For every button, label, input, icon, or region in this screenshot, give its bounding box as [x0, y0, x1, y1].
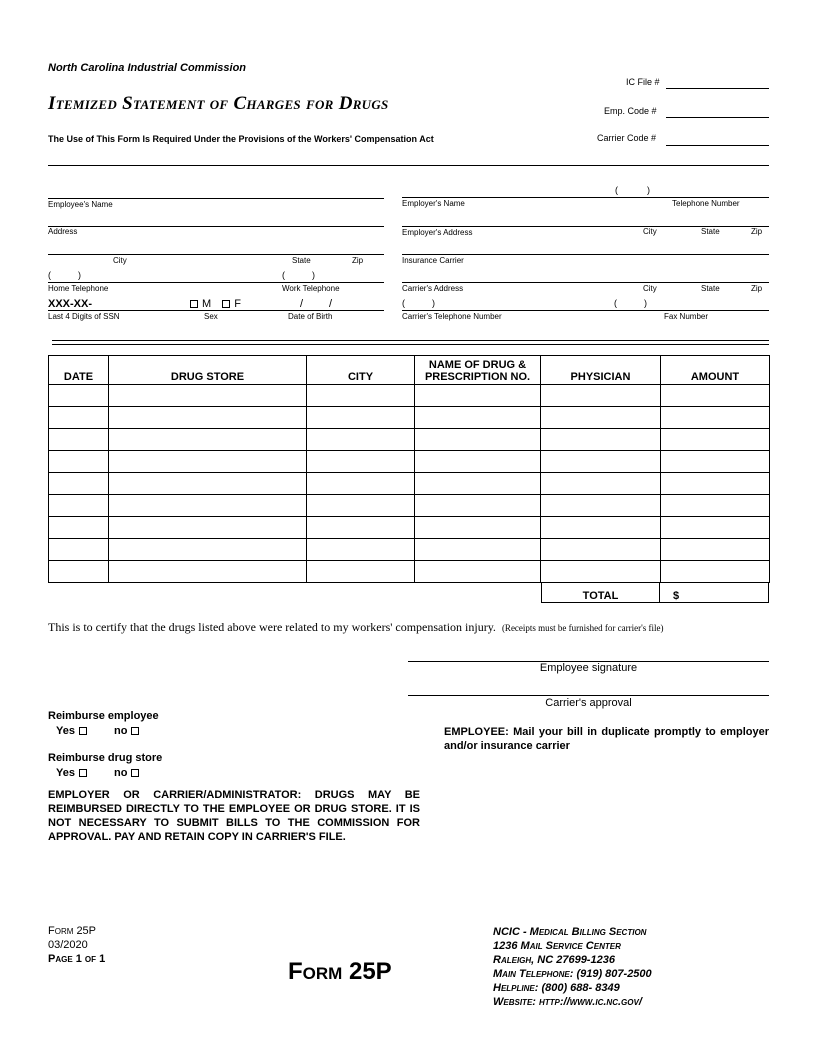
table-row — [49, 451, 770, 473]
table-cell[interactable] — [415, 561, 541, 583]
work-tel-paren-close: ) — [312, 270, 315, 280]
table-cell[interactable] — [109, 495, 307, 517]
table-cell[interactable] — [541, 407, 661, 429]
table-row — [49, 495, 770, 517]
form-subtitle: The Use of This Form Is Required Under the Provisions of the Workers' Compensation Act — [48, 134, 434, 144]
reimburse-employee-label: Reimburse employee — [48, 710, 159, 722]
sex-options — [186, 298, 241, 310]
table-cell[interactable] — [109, 429, 307, 451]
dob-slash-2: / — [329, 298, 333, 310]
carrier-tel-paren-open: ( — [402, 298, 405, 308]
total-amount[interactable] — [660, 582, 769, 603]
table-cell[interactable] — [49, 385, 109, 407]
table-row — [49, 385, 770, 407]
table-cell[interactable] — [415, 473, 541, 495]
table-cell[interactable] — [109, 539, 307, 561]
employer-name-label: Employer's Name — [402, 199, 465, 208]
table-cell[interactable] — [49, 517, 109, 539]
employer-zip-label: Zip — [751, 227, 763, 236]
employee-address-label: Address — [48, 227, 78, 236]
home-tel-paren-open: ( — [48, 270, 51, 280]
col-amount: AMOUNT — [661, 356, 770, 385]
col-city: CITY — [307, 356, 415, 385]
female-label: F — [234, 298, 241, 310]
reimburse-drugstore-yes-label: Yes — [56, 767, 75, 779]
work-tel-paren-open: ( — [282, 270, 285, 280]
carrier-code-input[interactable] — [666, 145, 769, 146]
employee-city-label: City — [113, 256, 127, 265]
table-cell[interactable] — [415, 495, 541, 517]
table-row — [49, 561, 770, 583]
footer-address-line: 1236 Mail Service Center — [493, 940, 621, 952]
table-cell[interactable] — [109, 385, 307, 407]
home-tel-label: Home Telephone — [48, 284, 109, 293]
employee-zip-label: Zip — [352, 256, 364, 265]
employer-state-label: State — [701, 227, 720, 236]
table-cell[interactable] — [541, 539, 661, 561]
table-cell[interactable] — [307, 407, 415, 429]
table-cell[interactable] — [415, 517, 541, 539]
footer-page: Page 1 of 1 — [48, 953, 106, 965]
table-cell[interactable] — [109, 407, 307, 429]
table-cell[interactable] — [661, 561, 770, 583]
table-cell[interactable] — [541, 429, 661, 451]
table-cell[interactable] — [307, 539, 415, 561]
table-cell[interactable] — [49, 407, 109, 429]
table-cell[interactable] — [661, 385, 770, 407]
table-row — [49, 429, 770, 451]
reimburse-drugstore-no-label: no — [114, 767, 128, 779]
table-cell[interactable] — [541, 451, 661, 473]
work-tel-label: Work Telephone — [282, 284, 340, 293]
reimburse-employee-yes-label: Yes — [56, 725, 75, 737]
ssn-sex-dob-input-line[interactable] — [48, 310, 384, 311]
table-cell[interactable] — [307, 517, 415, 539]
male-checkbox[interactable] — [190, 300, 198, 308]
carrier-approval-label: Carrier's approval — [545, 697, 632, 709]
carrier-address-input[interactable] — [402, 282, 769, 283]
reimburse-drugstore-no-checkbox[interactable] — [131, 769, 139, 777]
certification-text: This is to certify that the drugs listed above were related to my workers' compensation injury. — [48, 620, 496, 634]
table-cell[interactable] — [661, 429, 770, 451]
carrier-address-label: Carrier's Address — [402, 284, 464, 293]
footer-date: 03/2020 — [48, 939, 88, 951]
table-cell[interactable] — [49, 429, 109, 451]
certification-note: (Receipts must be furnished for carrier's file) — [501, 623, 664, 633]
table-cell[interactable] — [541, 495, 661, 517]
table-cell[interactable] — [307, 473, 415, 495]
reimburse-employee-yes-checkbox[interactable] — [79, 727, 87, 735]
emp-code-label: Emp. Code # — [604, 106, 657, 116]
table-header-row — [49, 356, 770, 385]
employer-telephone-label: Telephone Number — [672, 199, 740, 208]
table-cell[interactable] — [109, 517, 307, 539]
table-cell[interactable] — [415, 407, 541, 429]
table-cell[interactable] — [307, 561, 415, 583]
table-cell[interactable] — [415, 539, 541, 561]
fax-paren-open: ( — [614, 298, 617, 308]
employee-name-label: Employee's Name — [48, 200, 113, 209]
reimburse-employee-options — [56, 725, 143, 737]
emp-code-input[interactable] — [666, 117, 769, 118]
employee-signature-label: Employee signature — [539, 662, 638, 674]
fax-label: Fax Number — [664, 312, 709, 321]
fax-paren-close: ) — [644, 298, 647, 308]
home-tel-paren-close: ) — [78, 270, 81, 280]
dob-label: Date of Birth — [288, 312, 333, 321]
employee-state-label: State — [292, 256, 311, 265]
table-row — [49, 539, 770, 561]
table-cell[interactable] — [307, 495, 415, 517]
employer-city-label: City — [643, 227, 657, 236]
table-row — [49, 473, 770, 495]
insurance-carrier-input[interactable] — [402, 254, 769, 255]
table-cell[interactable] — [541, 473, 661, 495]
header-divider — [48, 165, 769, 166]
table-cell[interactable] — [541, 561, 661, 583]
table-cell[interactable] — [661, 495, 770, 517]
table-cell[interactable] — [109, 473, 307, 495]
double-divider-bottom — [52, 344, 769, 345]
col-date: DATE — [49, 356, 109, 385]
footer-address-line: Main Telephone: (919) 807-2500 — [493, 968, 652, 980]
carrier-code-label: Carrier Code # — [597, 133, 657, 143]
table-row — [49, 407, 770, 429]
footer-address-line[interactable]: Website: http://www.ic.nc.gov/ — [493, 996, 642, 1008]
footer-address-line: Helpline: (800) 688- 8349 — [493, 982, 620, 994]
table-cell[interactable] — [661, 473, 770, 495]
carrier-zip-label: Zip — [751, 284, 763, 293]
total-currency: $ — [673, 590, 680, 602]
employer-tel-paren-open: ( — [615, 185, 618, 195]
col-drug-name: NAME OF DRUG & PRESCRIPTION NO. — [415, 356, 541, 385]
male-label: M — [202, 298, 212, 310]
table-row — [49, 517, 770, 539]
table-cell[interactable] — [415, 385, 541, 407]
table-cell[interactable] — [49, 495, 109, 517]
insurance-carrier-label: Insurance Carrier — [402, 256, 464, 265]
reimburse-drugstore-options — [56, 767, 143, 779]
footer-address-line: NCIC - Medical Billing Section — [493, 926, 647, 938]
employee-instruction: EMPLOYEE: Mail your bill in duplicate promptly to employer and/or insurance carrier — [444, 726, 769, 752]
footer-form-id: Form 25P — [48, 925, 97, 937]
employer-address-label: Employer's Address — [402, 228, 473, 237]
telephone-input-line[interactable] — [48, 282, 384, 283]
ic-file-input[interactable] — [666, 88, 769, 89]
carrier-instruction: EMPLOYER OR CARRIER/ADMINISTRATOR: DRUGS MAY BE REIMBURSED DIRECTLY TO THE EMPLOYEE OR DRUG STORE. IT IS NOT NECESSARY TO SUBMIT BILLS TO THE COMMISSION FOR APPROVAL. PAY AND RETAIN COPY IN CARRIER'S FILE. — [48, 789, 420, 843]
reimburse-drugstore-yes-checkbox[interactable] — [79, 769, 87, 777]
table-cell[interactable] — [307, 429, 415, 451]
employee-name-input[interactable] — [48, 198, 384, 199]
form-title: Itemized Statement of Charges for Drugs — [48, 93, 389, 114]
carrier-tel-label: Carrier's Telephone Number — [402, 312, 502, 321]
table-cell[interactable] — [661, 539, 770, 561]
double-divider-top — [52, 340, 769, 341]
table-cell[interactable] — [415, 451, 541, 473]
carrier-tel-paren-close: ) — [432, 298, 435, 308]
table-cell[interactable] — [307, 451, 415, 473]
ssn-label: Last 4 Digits of SSN — [48, 312, 120, 321]
employee-address-input[interactable] — [48, 226, 384, 227]
carrier-city-label: City — [643, 284, 657, 293]
table-cell[interactable] — [109, 561, 307, 583]
table-cell[interactable] — [49, 473, 109, 495]
agency-name: North Carolina Industrial Commission — [48, 62, 247, 74]
table-cell[interactable] — [415, 429, 541, 451]
footer-big-form-id: Form 25P — [288, 958, 392, 985]
carrier-tel-fax-input-line[interactable] — [402, 310, 769, 311]
certification — [48, 620, 664, 635]
table-cell[interactable] — [661, 451, 770, 473]
carrier-state-label: State — [701, 284, 720, 293]
ic-file-label: IC File # — [626, 77, 660, 87]
reimburse-drugstore-label: Reimburse drug store — [48, 752, 163, 764]
col-drug-store: DRUG STORE — [109, 356, 307, 385]
employer-name-input[interactable] — [402, 197, 769, 198]
female-checkbox[interactable] — [222, 300, 230, 308]
carrier-approval-line[interactable] — [408, 695, 769, 696]
table-cell[interactable] — [541, 385, 661, 407]
table-cell[interactable] — [541, 517, 661, 539]
total-label: TOTAL — [541, 582, 660, 603]
dob-slash-1: / — [300, 298, 304, 310]
reimburse-employee-no-checkbox[interactable] — [131, 727, 139, 735]
drug-charges-table — [48, 355, 770, 583]
footer-address-block — [493, 925, 652, 1009]
ssn-prefix: XXX-XX- — [48, 298, 93, 310]
sex-label: Sex — [204, 312, 218, 321]
table-cell[interactable] — [49, 451, 109, 473]
col-physician: PHYSICIAN — [541, 356, 661, 385]
employee-city-input[interactable] — [48, 254, 384, 255]
reimburse-employee-no-label: no — [114, 725, 128, 737]
footer-address-line: Raleigh, NC 27699-1236 — [493, 954, 615, 966]
table-cell[interactable] — [49, 539, 109, 561]
table-cell[interactable] — [661, 517, 770, 539]
table-cell[interactable] — [307, 385, 415, 407]
table-cell[interactable] — [109, 451, 307, 473]
employer-tel-paren-close: ) — [647, 185, 650, 195]
table-cell[interactable] — [661, 407, 770, 429]
table-cell[interactable] — [49, 561, 109, 583]
